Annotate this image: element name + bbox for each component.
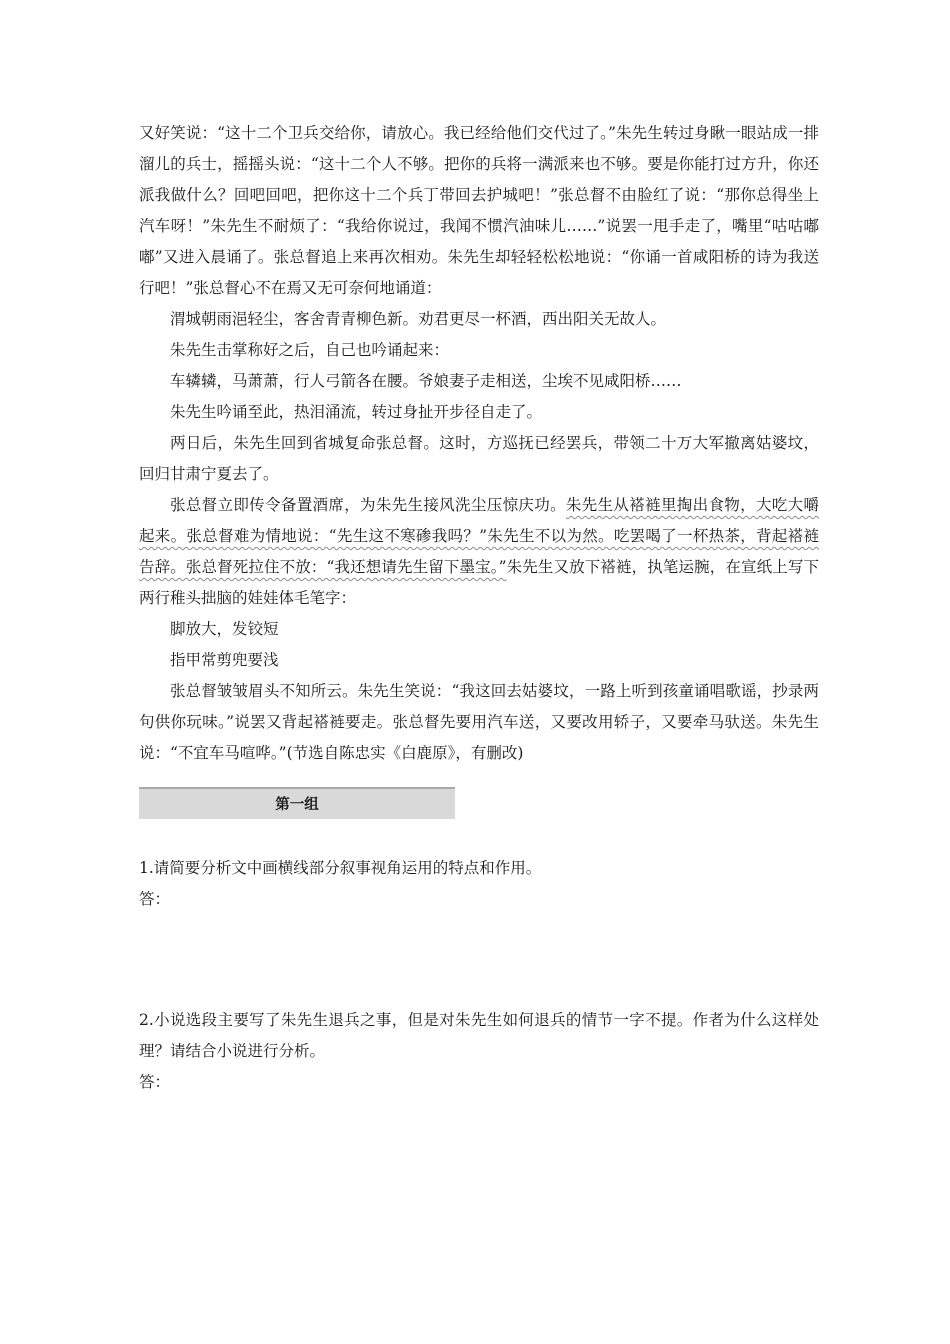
passage-paragraph: 两日后，朱先生回到省城复命张总督。这时，方巡抚已经罢兵，带领二十万大军撤离姑婆坟，回归甘肃宁夏去了。 [139, 434, 819, 483]
group-header [139, 787, 455, 819]
answer-label: 答： [139, 890, 171, 908]
verse-line: 脚放大，发铰短 [170, 620, 279, 638]
passage-paragraph: 朱先生击掌称好之后，自己也吟诵起来： [170, 341, 450, 359]
answer-label: 答： [139, 1073, 171, 1091]
paragraph-tail: 朱先生又放下褡裢，执笔运腕，在宣纸上写下两行稚头拙脑的娃娃体毛笔字： [139, 558, 819, 607]
passage-paragraph: 又好笑说：“这十二个卫兵交给你，请放心。我已经给他们交代过了。”朱先生转过身瞅一眼站成一排溜儿的兵士，摇摇头说：“这十二个人不够。把你的兵将一满派来也不够。要是你能打过方升，你还派我做什么？回吧回吧，把你这十二个兵丁带回去护城吧！”张总督不由脸红了说：“那你总得坐上汽车呀！”朱先生不耐烦了：“我给你说过，我闻不惯汽油味儿……”说罢一甩手走了，嘴里“咕咕嘟嘟”又进入晨诵了。张总督追上来再次相劝。朱先生却轻轻松松地说：“你诵一首咸阳桥的诗为我送行吧！”张总督心不在焉又无可奈何地诵道： [139, 124, 819, 297]
poem-line: 渭城朝雨浥轻尘，客舍青青柳色新。劝君更尽一杯酒，西出阳关无故人。 [170, 310, 667, 328]
passage-paragraph: 张总督皱皱眉头不知所云。朱先生笑说：“我这回去姑婆坟，一路上听到孩童诵唱歌谣，抄录两句供你玩味。”说罢又背起褡裢要走。张总督先要用汽车送，又要改用轿子，又要牵马驮送。朱先生说：“不宜车马喧哗。”(节选自陈忠实《白鹿原》，有删改) [139, 682, 819, 762]
question-block [139, 1005, 819, 1098]
passage-paragraph [139, 490, 819, 614]
poem-line: 车辚辚，马萧萧，行人弓箭各在腰。爷娘妻子走相送，尘埃不见咸阳桥…… [170, 372, 682, 390]
underlined-passage: 朱先生从褡裢里掏出食物，大吃大嚼起来。张总督难为情地说：“先生这不寒碜我吗？”朱先生不以为然。吃罢喝了一杯热茶，背起褡裢告辞。张总督死拉住不放：“我还想请先生留下墨宝。” [139, 496, 819, 576]
document-page [139, 118, 819, 1098]
group-title: 第一组 [275, 795, 319, 813]
question-block [139, 853, 819, 915]
verse-line: 指甲常剪兜要浅 [170, 651, 279, 669]
paragraph-lead: 张总督立即传令备置酒席，为朱先生接风洗尘压惊庆功。 [170, 496, 566, 514]
question-text: 1.请简要分析文中画横线部分叙事视角运用的特点和作用。 [139, 859, 542, 877]
passage-paragraph: 朱先生吟诵至此，热泪涌流，转过身扯开步径自走了。 [170, 403, 543, 421]
question-text: 2.小说选段主要写了朱先生退兵之事，但是对朱先生如何退兵的情节一字不提。作者为什么这样处理？请结合小说进行分析。 [139, 1011, 819, 1060]
